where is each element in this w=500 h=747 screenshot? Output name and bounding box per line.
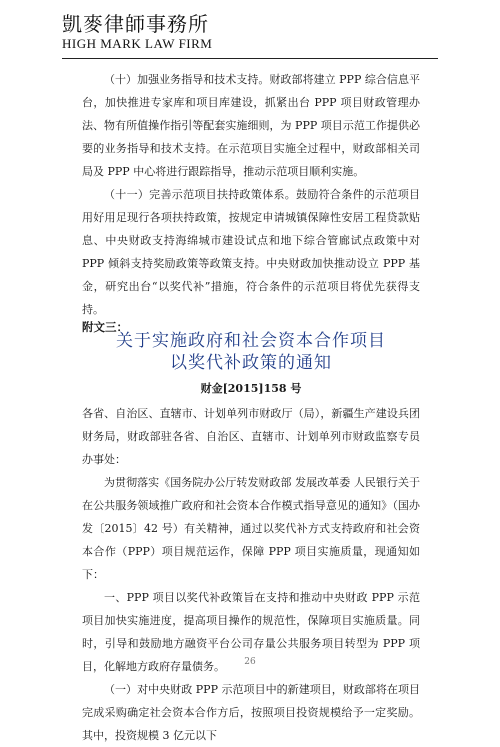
logo-english: HIGH MARK LAW FIRM xyxy=(62,36,213,51)
page-number: 26 xyxy=(244,657,256,667)
subsection-one-paragraph: （一）对中央财政 PPP 示范项目中的新建项目，财政部将在项目完成采购确定社会资本合作方后，按照项目投资规模给予一定奖励。其中，投资规模 3 亿元以下 xyxy=(82,683,420,742)
title-line-1: 关于实施政府和社会资本合作项目 xyxy=(116,331,386,351)
header-divider xyxy=(62,58,438,59)
addressee-paragraph: 各省、自治区、直辖市、计划单列市财政厅（局），新疆生产建设兵团财务局，财政部驻各省、自治区、直辖市、计划单列市财政监察专员办事处： xyxy=(82,407,420,466)
body-text-notice xyxy=(82,402,420,747)
paragraph-item-11: （十一）完善示范项目扶持政策体系。鼓励符合条件的示范项目用好用足现行各项扶持政策，按规定申请城镇保障性安居工程贷款贴息、中央财政支持海绵城市建设试点和地下综合管廊试点政策中对 PPP 倾斜支持奖励政策等政策支持。中央财政加快推动设立 PPP 基金，研究出台“以奖代补”措施，符合条件的示范项目将优先获得支持。 xyxy=(82,188,420,316)
title-line-2: 以奖代补政策的通知 xyxy=(170,353,332,373)
logo-chinese: 凱麥律師事務所 xyxy=(62,12,209,36)
paragraph-item-10: （十）加强业务指导和技术支持。财政部将建立 PPP 综合信息平台，加快推进专家库和项目库建设，抓紧出台 PPP 项目财政管理办法、物有所值操作指引等配套实施细则，为 PPP 项目示范工作提供必要的业务指导和技术支持。在示范项目实施全过程中，财政部相关司局及 PPP 中心将进行跟踪指导，推动示范项目顺利实施。 xyxy=(82,73,420,178)
section-one-paragraph: 一、PPP 项目以奖代补政策旨在支持和推动中央财政 PPP 示范项目加快实施进度，提高项目操作的规范性，保障项目实施质量。同时，引导和鼓励地方融资平台公司存量公共服务项目转型为 PPP 项目，化解地方政府存量债务。 xyxy=(82,591,420,673)
appendix-label: 附文三： xyxy=(82,320,128,334)
law-firm-logo xyxy=(62,12,212,52)
document-number: 财金[2015]158 号 xyxy=(200,382,302,395)
notice-title xyxy=(82,330,420,374)
body-text-top xyxy=(82,68,420,321)
preamble-paragraph: 为贯彻落实《国务院办公厅转发财政部 发展改革委 人民银行关于在公共服务领域推广政府和社会资本合作模式指导意见的通知》（国办发〔2015〕42 号）有关精神，通过以奖代补方式支持政府和社会资本合作（PPP）项目规范运作，保障 PPP 项目实施质量，现通知如下： xyxy=(82,476,420,581)
